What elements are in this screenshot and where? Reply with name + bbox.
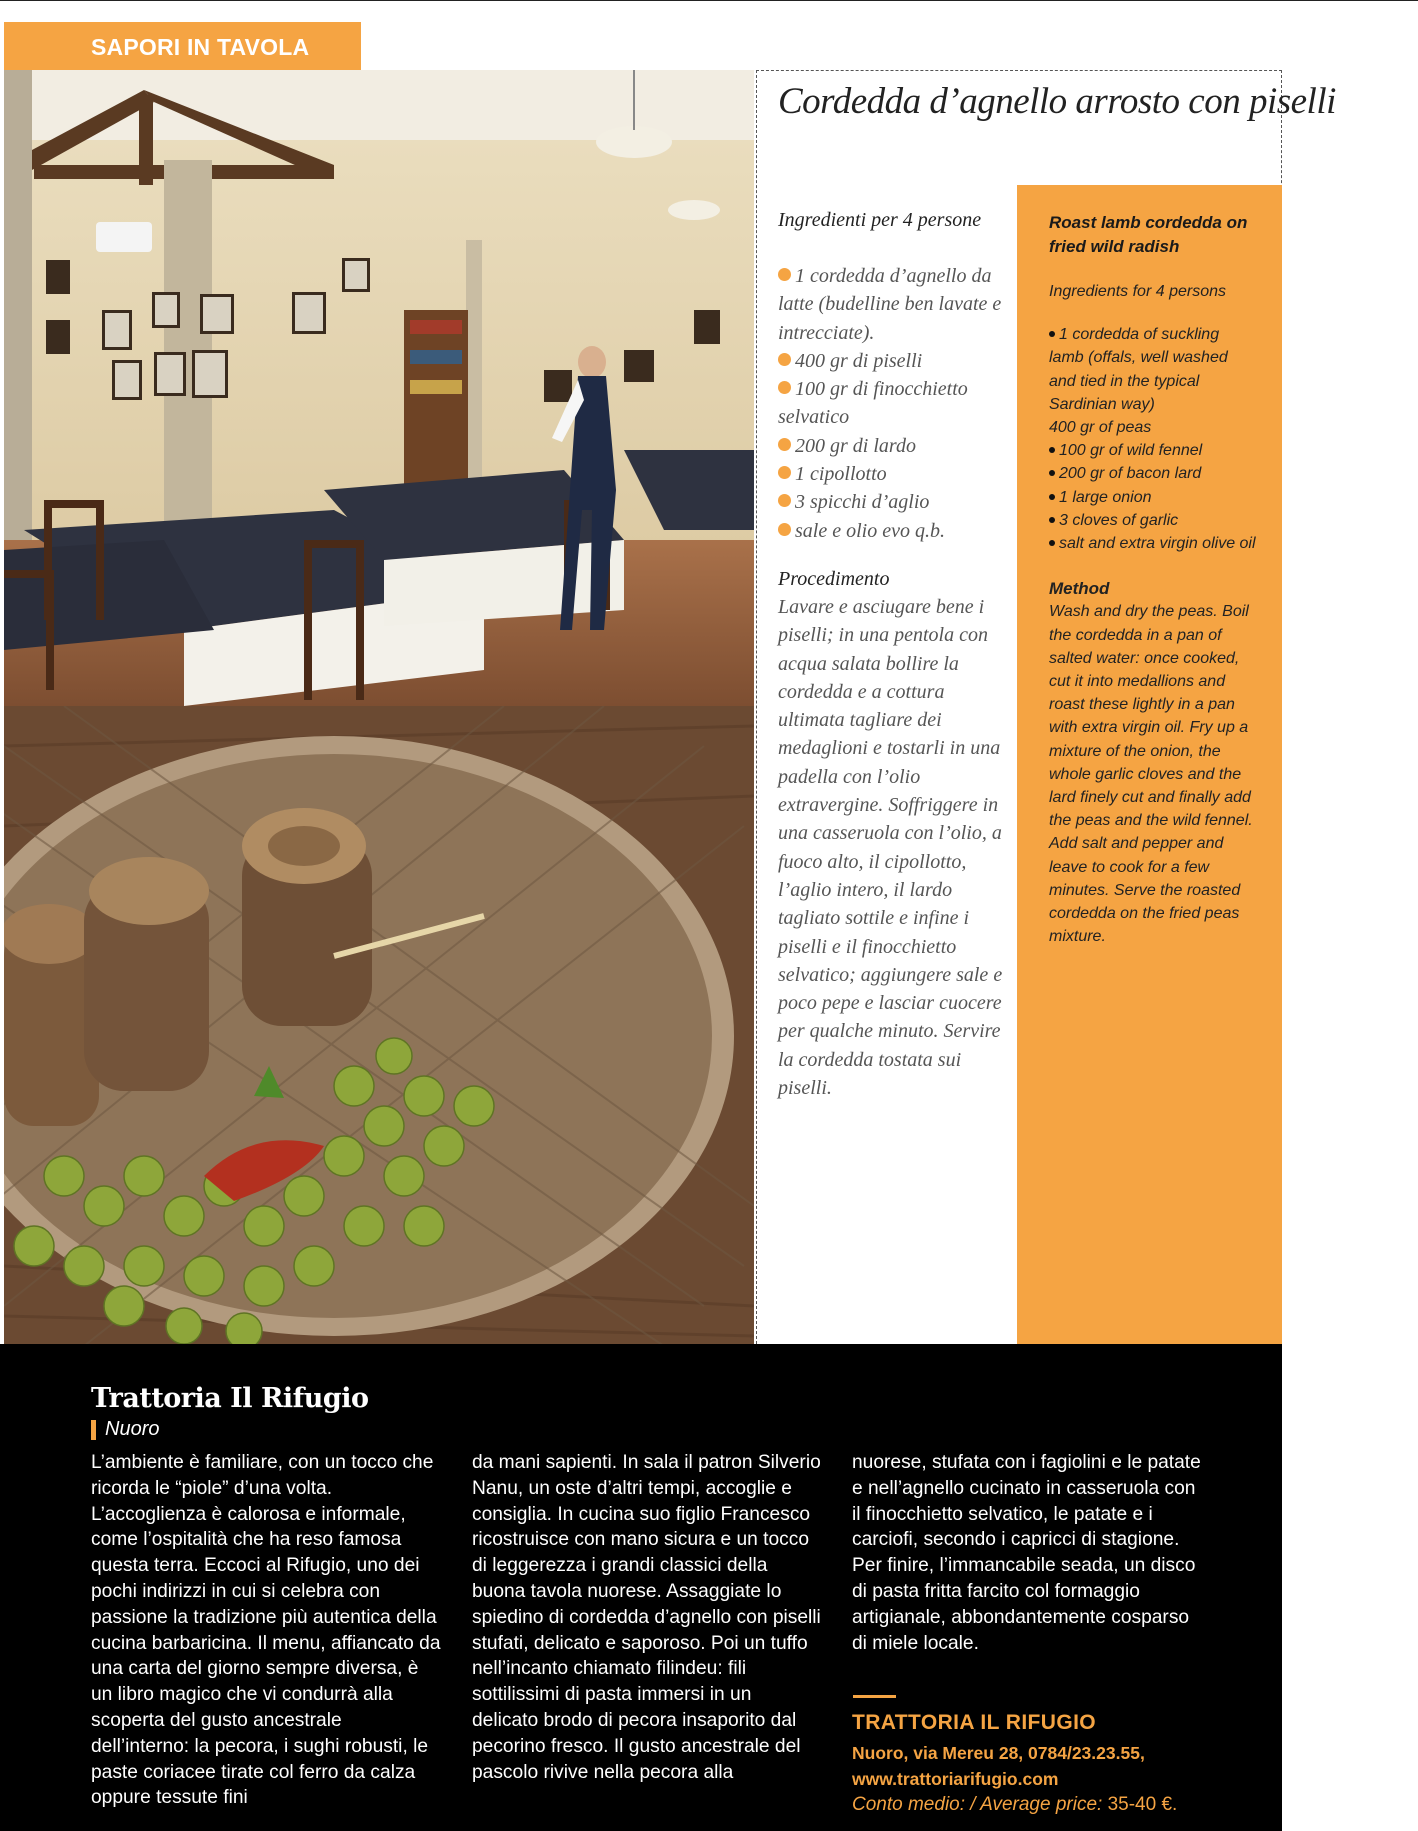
ingredient-item: 3 spicchi d’aglio bbox=[778, 488, 1003, 516]
info-address: Nuoro, via Mereu 28, 0784/23.23.55, bbox=[852, 1743, 1145, 1763]
recipe-italian-column bbox=[778, 206, 1003, 1102]
recipe-english-column bbox=[1017, 185, 1282, 1344]
english-method-heading: Method bbox=[1049, 579, 1110, 599]
english-ingredient-item: 400 gr of peas bbox=[1049, 419, 1152, 437]
bullet-icon bbox=[1049, 494, 1055, 500]
info-price bbox=[852, 1794, 1177, 1816]
info-website[interactable]: www.trattoriarifugio.com bbox=[852, 1769, 1059, 1789]
english-ingredients-list bbox=[1049, 323, 1258, 555]
bullet-icon bbox=[1049, 331, 1055, 337]
restaurant-city: Nuoro bbox=[91, 1418, 159, 1441]
bullet-icon bbox=[778, 381, 791, 394]
procedure-text: Lavare e asciugare bene i piselli; in una pentola con acqua salata bollire la cordedda e a cottura ultimata tagliare dei medaglioni e tostarli in una padella con l’olio extravergine. Soffriggere in una casseruola con l’olio, a fuoco alto, il cipollotto, l’aglio intero, il lardo tagliato sottile e infine i piselli e il finocchietto selvatico; aggiungere sale e poco pepe e lasciar cuocere per qualche minuto. Servire la cordedda tostata sui piselli. bbox=[778, 595, 1003, 1100]
english-ingredients-heading: Ingredients for 4 persons bbox=[1049, 283, 1226, 300]
price-label: Conto medio: / Average price: bbox=[852, 1794, 1103, 1815]
section-label: SAPORI IN TAVOLA bbox=[4, 22, 361, 70]
ingredient-item: 100 gr di finocchietto selvatico bbox=[778, 378, 968, 429]
bullet-icon bbox=[778, 523, 791, 536]
english-ingredient-item: 100 gr of wild fennel bbox=[1049, 439, 1258, 462]
english-ingredient-item: 3 cloves of garlic bbox=[1049, 509, 1258, 532]
bullet-icon bbox=[1049, 540, 1055, 546]
english-ingredient-item: salt and extra virgin olive oil bbox=[1049, 532, 1258, 555]
bullet-icon bbox=[1049, 447, 1055, 453]
procedure-heading: Procedimento bbox=[778, 567, 890, 590]
recipe-title: Cordedda d’agnello arrosto con piselli bbox=[778, 81, 1336, 122]
info-contact bbox=[852, 1740, 1145, 1792]
price-value: 35-40 €. bbox=[1107, 1794, 1178, 1815]
ingredient-item: sale e olio evo q.b. bbox=[778, 517, 1003, 545]
article-column-2: da mani sapienti. In sala il patron Silverio Nanu, un oste d’altri tempi, accoglie e consiglia. In cucina suo figlio Francesco ricostruisce con mano sicura e un tocco di leggerezza i grandi classici della buona tavola nuorese. Assaggiate lo spiedino di cordedda d’agnello con piselli stufati, delicato e saporoso. Poi un tuffo nell’incanto chiamato filindeu: fili sottilissimi di pasta immersi in un delicato brodo di pecora insaporito dal pecorino fresco. Il gusto ancestrale del pascolo rivive nella pecora alla bbox=[472, 1452, 821, 1783]
restaurant-name: Trattoria Il Rifugio bbox=[91, 1383, 369, 1414]
english-recipe-title: Roast lamb cordedda on fried wild radish bbox=[1049, 213, 1248, 256]
dish-photo bbox=[4, 706, 754, 1344]
english-ingredient-item: 1 cordedda of suckling lamb (offals, well washed and tied in the typical Sardinian way) bbox=[1049, 326, 1228, 413]
dining-room-photo bbox=[4, 70, 754, 706]
bullet-icon bbox=[1049, 470, 1055, 476]
ingredient-item: 400 gr di piselli bbox=[778, 347, 1003, 375]
article-column-3: nuorese, stufata con i fagiolini e le patate e nell’agnello cucinato in casseruola con il finocchietto selvatico, le patate e i carciofi, secondo i capricci di stagione. Per finire, l’immancabile seada, un disco di pasta fritta farcito col formaggio artigianale, abbondantemente cosparso di miele locale. bbox=[852, 1452, 1201, 1654]
ingredients-heading: Ingredienti per 4 persone bbox=[778, 209, 982, 231]
bullet-icon bbox=[778, 353, 791, 366]
english-ingredient-item: 1 large onion bbox=[1049, 486, 1258, 509]
ingredient-item: 1 cipollotto bbox=[778, 460, 1003, 488]
article-column-1: L’ambiente è familiare, con un tocco che ricorda le “piole” d’una volta. L’accoglienza è calorosa e informale, come l’ospitalità che ha reso famosa questa terra. Eccoci al Rifugio, uno dei pochi indirizzi in cui si celebra con passione la tradizione più autentica della cucina barbaricina. Il menu, affiancato da una carta del giorno sempre diversa, è un libro magico che vi condurrà alla scoperta del gusto ancestrale dell’interno: la pecora, i sughi robusti, le paste coriacee tirate col ferro da calza oppure tessute fini bbox=[91, 1452, 441, 1809]
bullet-icon bbox=[778, 466, 791, 479]
top-rule bbox=[0, 0, 1418, 1]
bullet-icon bbox=[1049, 517, 1055, 523]
bullet-icon bbox=[778, 438, 791, 451]
ingredients-list bbox=[778, 262, 1003, 545]
info-restaurant-name: TRATTORIA IL RIFUGIO bbox=[852, 1711, 1097, 1734]
english-ingredient-item: 200 gr of bacon lard bbox=[1049, 462, 1258, 485]
ingredient-item: 1 cordedda d’agnello da latte (budelline ben lavate e intrecciate). bbox=[778, 265, 1002, 344]
bullet-icon bbox=[778, 494, 791, 507]
info-divider bbox=[853, 1695, 896, 1698]
ingredient-item: 200 gr di lardo bbox=[778, 432, 1003, 460]
bullet-icon bbox=[778, 268, 791, 281]
english-method-text: Wash and dry the peas. Boil the cordedda in a pan of salted water: once cooked, cut it into medallions and roast these lightly in a pan with extra virgin oil. Fry up a mixture of the onion, the whole garlic cloves and the lard finely cut and finally add the peas and the wild fennel. Add salt and pepper and leave to cook for a few minutes. Serve the roasted cordedda on the fried peas mixture. bbox=[1049, 603, 1253, 946]
